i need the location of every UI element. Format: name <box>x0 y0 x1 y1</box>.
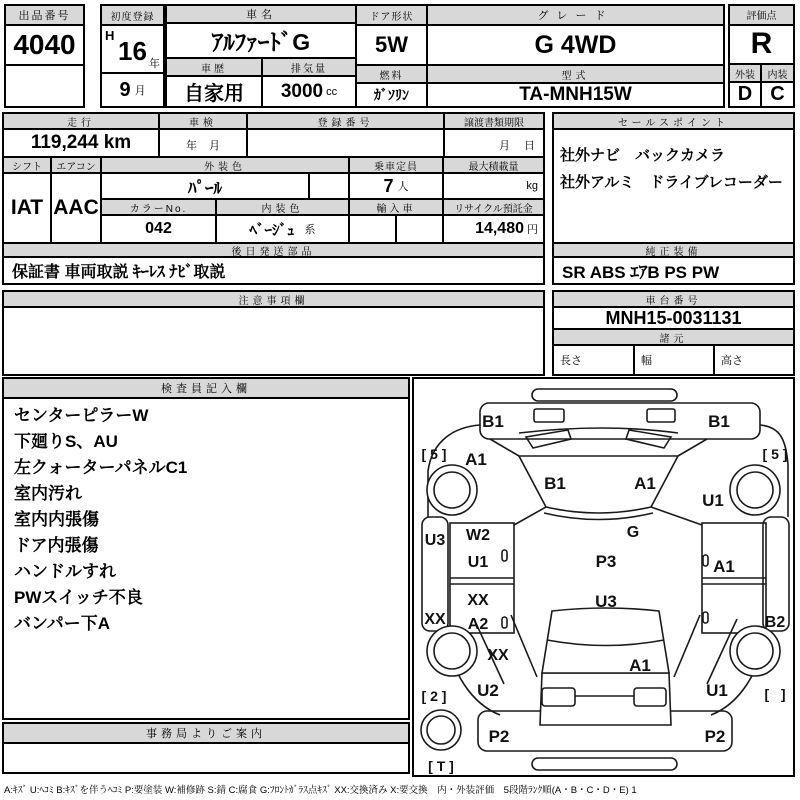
damage-label-xx-left-quarter: XX <box>487 647 509 664</box>
tire-tread-front-left: [ 5 ] <box>421 446 447 462</box>
damage-diagram-box <box>412 377 795 777</box>
auction-number-box <box>4 4 85 108</box>
oem-equipment-label: 純正装備 <box>554 242 793 258</box>
model-code-label: 型式 <box>428 66 723 84</box>
damage-label-a1-tailgate: A1 <box>629 656 651 675</box>
model-code-value: TA-MNH15W <box>519 84 632 105</box>
right-quarter-lines <box>674 615 737 684</box>
registration-number-label: 登録番号 <box>248 114 445 130</box>
office-box <box>2 722 410 774</box>
shift-label: シフト <box>4 158 50 174</box>
damage-label-u3-left-side: U3 <box>424 532 446 549</box>
inspector-line: 左クォーターパネルC1 <box>14 458 188 477</box>
width-label: 幅 <box>635 346 715 374</box>
inspector-line: センターピラーW <box>14 406 149 425</box>
color-number-label: カラーNo. <box>102 200 217 216</box>
inspector-line: 室内汚れ <box>14 484 82 503</box>
grade-value: G 4WD <box>428 26 723 66</box>
recycle-deposit-label: リサイクル預託金 <box>444 200 543 216</box>
inspector-line: ドア内張傷 <box>14 536 99 555</box>
import-label: 輸入車 <box>350 200 444 216</box>
damage-label-u2-left-quarter: U2 <box>477 681 499 700</box>
interior-color-value: ﾍﾞｰｼﾞｭ <box>249 221 295 239</box>
chassis-box <box>552 290 795 376</box>
hood-side-lines <box>490 439 707 456</box>
fuel-label: 燃料 <box>357 66 426 84</box>
registration-number-value <box>248 130 445 156</box>
left-b-pillar <box>450 578 514 584</box>
wheel-rear-left <box>427 626 477 676</box>
notes-content <box>4 308 543 374</box>
door-handle-front-left <box>502 550 507 561</box>
capacity-label: 乗車定員 <box>350 158 444 174</box>
damage-label-a2-rear-door-left: A2 <box>467 616 489 633</box>
windshield-lower-arc <box>544 513 653 520</box>
right-b-pillar <box>702 578 766 584</box>
inspection-year-unit: 年 <box>186 140 197 152</box>
inspection-label: 車検 <box>160 114 248 130</box>
damage-label-b1-hood: B1 <box>544 474 566 493</box>
aircon-value: AAC <box>53 196 99 219</box>
office-label: 事務局よりご案内 <box>4 724 408 744</box>
sales-point-box <box>552 112 795 285</box>
length-label: 長さ <box>554 346 635 374</box>
mileage-value: 119,244 km <box>4 130 160 156</box>
sales-point-line-2: 社外アルミ ドライブレコーダー <box>560 174 783 191</box>
recycle-deposit-value: 14,480 <box>475 220 524 237</box>
history-label: 車歴 <box>167 59 263 77</box>
tire-tread-front-right: [ 5 ] <box>762 446 788 462</box>
wheel-front-right <box>730 465 780 515</box>
interior-grade-label: 内装 <box>762 65 793 83</box>
notes-box <box>2 290 545 376</box>
displacement-label: 排気量 <box>263 59 355 77</box>
transfer-day-unit: 日 <box>524 140 535 152</box>
damage-label-a1-fender-left: A1 <box>465 450 487 469</box>
front-grille-left <box>534 409 564 422</box>
color-number-value: 042 <box>102 216 217 242</box>
inspector-label: 検査員記入欄 <box>4 379 408 399</box>
first-registration-box <box>100 4 165 108</box>
car-damage-diagram <box>414 379 793 775</box>
damage-label-b2-right-side: B2 <box>764 614 786 631</box>
damage-label-b1-bumper-right: B1 <box>708 412 730 431</box>
oem-equipment-value: SR ABS ｴｱB PS PW <box>562 263 720 282</box>
aircon-label: エアコン <box>52 158 100 174</box>
auction-number-label: 出品番号 <box>6 6 83 26</box>
cowl-line <box>519 428 678 433</box>
transfer-deadline-label: 譲渡書類期限 <box>445 114 543 130</box>
capacity-value: 7 <box>383 175 394 196</box>
first-reg-month: 9 <box>119 78 131 101</box>
shift-value: IAT <box>10 196 44 219</box>
auction-number-value: 4040 <box>6 26 83 66</box>
door-handle-rear-right <box>703 612 708 623</box>
month-unit: 月 <box>134 85 146 97</box>
exterior-grade-value: D <box>730 83 762 106</box>
chassis-number-label: 車台番号 <box>554 292 793 308</box>
damage-label-u1-right-quarter: U1 <box>706 681 728 700</box>
import-cell-1 <box>350 216 397 242</box>
damage-label-w2-front-door-left: W2 <box>466 527 490 544</box>
tire-tread-spare: [ T ] <box>428 758 454 774</box>
inspector-line: ハンドルすれ <box>14 562 116 581</box>
max-load-unit: kg <box>526 180 538 192</box>
mileage-label: 走行 <box>4 114 160 130</box>
damage-label-u1-front-door-left: U1 <box>467 554 489 571</box>
damage-label-b1-bumper-left: B1 <box>482 412 504 431</box>
damage-label-u1-apillar-right: U1 <box>702 491 724 510</box>
import-cell-2 <box>397 216 444 242</box>
exterior-color-label: 外装色 <box>102 158 348 174</box>
door-shape-label: ドア形状 <box>357 6 426 26</box>
door-handle-rear-left <box>502 617 507 628</box>
inspector-line: 室内内張傷 <box>14 510 99 529</box>
interior-grade-value: C <box>770 83 785 105</box>
damage-label-xx-rear-door-left: XX <box>467 592 489 609</box>
displacement-unit: cc <box>326 85 338 98</box>
chassis-number-value: MNH15-0031131 <box>554 308 793 330</box>
wheel-front-left <box>427 465 477 515</box>
damage-label-xx-left-side: XX <box>424 611 446 628</box>
exterior-color-suffix-cell <box>310 174 348 198</box>
tailgate <box>540 673 671 725</box>
max-load-label: 最大積載量 <box>444 158 543 174</box>
grade-label: グレード <box>428 6 723 26</box>
car-name-label: 車名 <box>167 6 355 24</box>
inspector-line: バンパー下A <box>14 614 111 633</box>
damage-label-p3-roof: P3 <box>595 552 617 571</box>
front-grille-right <box>647 409 675 422</box>
height-label: 高さ <box>721 355 743 367</box>
score-label: 評価点 <box>730 6 793 26</box>
auction-number-empty-cell <box>6 66 83 106</box>
vehicle-info-box <box>165 4 725 108</box>
inspector-line: PWスイッチ不良 <box>14 588 143 607</box>
rear-bumper-strip <box>532 758 677 770</box>
damage-label-g-windshield: G <box>626 524 640 541</box>
interior-color-label: 内装色 <box>217 200 348 216</box>
car-name-value: ｱﾙﾌｧｰﾄﾞG <box>167 24 355 59</box>
displacement-value: 3000 <box>280 80 324 102</box>
door-shape-value: 5W <box>357 26 426 66</box>
door-handle-front-right <box>703 555 708 566</box>
era-value: H <box>105 28 115 43</box>
damage-label-a1-hood: A1 <box>634 474 656 493</box>
inspection-month-unit: 月 <box>209 140 220 152</box>
wheel-rear-right <box>730 626 780 676</box>
damage-label-p2-bumper-right: P2 <box>704 727 726 746</box>
exterior-grade-label: 外装 <box>730 65 762 83</box>
transfer-month-unit: 月 <box>499 140 510 152</box>
damage-label-u3-roof-rear: U3 <box>595 592 617 611</box>
sales-point-label: セールスポイント <box>554 114 793 130</box>
front-bumper-strip <box>532 389 677 401</box>
interior-color-suffix: 系 <box>304 224 316 236</box>
damage-label-a1-front-door-right: A1 <box>713 557 735 576</box>
legend-text: A:ｷｽﾞ U:ﾍｺﾐ B:ｷｽﾞを伴うﾍｺﾐ P:要塗装 W:補修跡 S:錆 C:腐食 G:ﾌﾛﾝﾄｶﾞﾗｽ点ｷｽﾞ XX:交換済み X:要交換 内・外装評価 5段階ﾗﾝｸ順(A・B・C・D・E) 1 <box>4 785 637 796</box>
score-box <box>728 4 795 108</box>
fuel-value: ｶﾞｿﾘﾝ <box>374 87 409 103</box>
exterior-color-value: ﾊﾟｰﾙ <box>102 174 310 198</box>
notes-label: 注意事項欄 <box>4 292 543 308</box>
damage-label-p2-bumper-left: P2 <box>488 727 510 746</box>
history-value: 自家用 <box>167 77 263 106</box>
inspector-box <box>2 377 410 720</box>
first-registration-label: 初度登録 <box>102 6 163 26</box>
spare-tire <box>421 710 461 750</box>
sales-point-line-1: 社外ナビ バックカメラ <box>560 147 726 164</box>
later-parts-value: 保証書 車両取説 ｷｰﾚｽ ﾅﾋﾞ取説 <box>12 264 226 281</box>
year-unit: 年 <box>149 58 160 70</box>
first-reg-year: 16 <box>118 35 147 66</box>
spec-box <box>2 112 545 285</box>
score-value: R <box>730 26 793 65</box>
tire-tread-rear-left: [ 2 ] <box>421 688 447 704</box>
inspector-line: 下廻りS、AU <box>14 432 118 451</box>
tire-tread-rear-right: [ ] <box>764 686 786 702</box>
later-parts-label: 後日発送部品 <box>4 242 543 258</box>
recycle-deposit-unit: 円 <box>527 224 538 236</box>
office-content <box>4 744 408 772</box>
a-pillar-lines <box>514 507 702 525</box>
capacity-unit: 人 <box>397 181 409 193</box>
spec-dims-label: 諸元 <box>554 330 793 346</box>
